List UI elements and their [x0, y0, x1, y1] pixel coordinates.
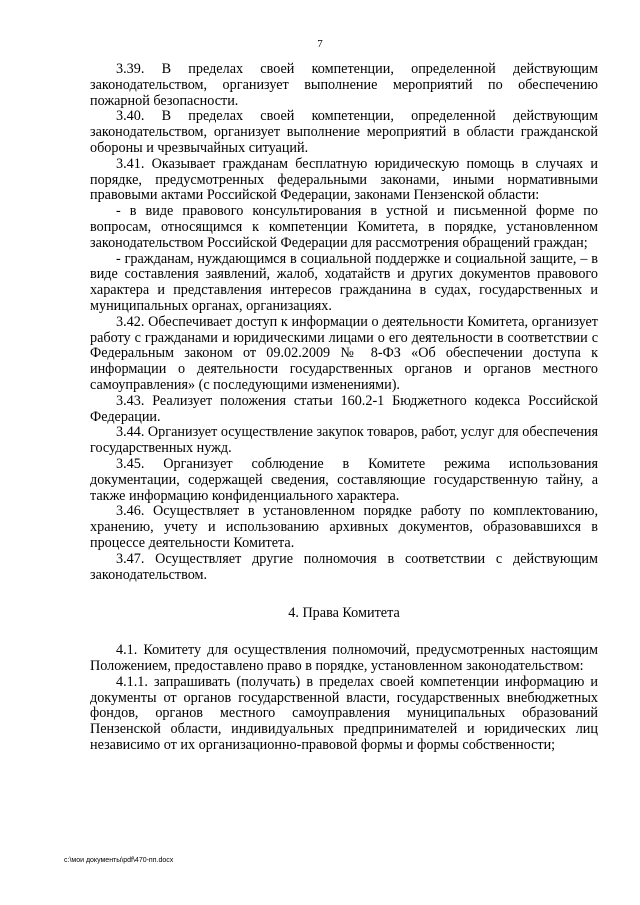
section-heading: 4. Права Комитета — [288, 605, 400, 622]
paragraph-3-47: 3.47. Осуществляет другие полномочия в соответствии с действующим законодательством. — [90, 550, 598, 583]
document-body — [90, 62, 598, 754]
paragraph-3-42: 3.42. Обеспечивает доступ к информации о деятельности Комитета, организует работу с гражданами и юридическими лицами о его деятельности в соответствии с Федеральным законом от 09.02.2009 № 8-ФЗ «Об обеспечении доступа к информации о деятельности государственных органов и органов местного самоуправления» (с последующими изменениями). — [90, 313, 598, 393]
paragraph-3-43: 3.43. Реализует положения статьи 160.2-1 Бюджетного кодекса Российской Федерации. — [90, 392, 598, 425]
paragraph-3-44: 3.44. Организует осуществление закупок товаров, работ, услуг для обеспечения государственных нужд. — [90, 424, 598, 457]
paragraph-3-41-item-2: - гражданам, нуждающимся в социальной поддержке и социальной защите, – в виде составления заявлений, жалоб, ходатайств и других документов правового характера и представления интересов гражданина в судах, государственных и муниципальных органах, организациях. — [90, 250, 598, 314]
paragraph-3-39: 3.39. В пределах своей компетенции, определенной действующим законодательством, организует выполнение мероприятий по обеспечению пожарной безопасности. — [90, 61, 598, 109]
paragraph-3-45: 3.45. Организует соблюдение в Комитете режима использования документации, содержащей сведения, составляющие государственную тайну, а также информацию конфиденциального характера. — [90, 455, 598, 504]
paragraph-4-1-1: 4.1.1. запрашивать (получать) в пределах своей компетенции информацию и документы от органов государственной власти, государственных внебюджетных фондов, органов местного самоуправления муниципальных образований Пензенской области, индивидуальных предпринимателей и юридических лиц независимо от их организационно-правовой формы и формы собственности; — [90, 673, 598, 754]
paragraph-3-41: 3.41. Оказывает гражданам бесплатную юридическую помощь в случаях и порядке, предусмотренных федеральными законами, иными нормативными правовыми актами Российской Федерации, законами Пензенской области: — [90, 155, 598, 204]
paragraph-4-1: 4.1. Комитету для осуществления полномочий, предусмотренных настоящим Положением, предоставлено право в порядке, установленном законодательством: — [90, 642, 598, 675]
page-number: 7 — [317, 38, 323, 50]
file-path-footer: c:\мои документы\pdf\470-пп.docx — [64, 857, 174, 864]
paragraph-3-46: 3.46. Осуществляет в установленном порядке работу по комплектованию, хранению, учету и использованию архивных документов, образовавшихся в процессе деятельности Комитета. — [90, 503, 598, 551]
paragraph-3-40: 3.40. В пределах своей компетенции, определенной действующим законодательством, организует выполнение мероприятий в области гражданской обороны и чрезвычайных ситуаций. — [90, 108, 598, 156]
paragraph-3-41-item-1: - в виде правового консультирования в устной и письменной форме по вопросам, относящимся к компетенции Комитета, в порядке, установленном законодательством Российской Федерации для рассмотрения обращений граждан; — [90, 203, 598, 251]
